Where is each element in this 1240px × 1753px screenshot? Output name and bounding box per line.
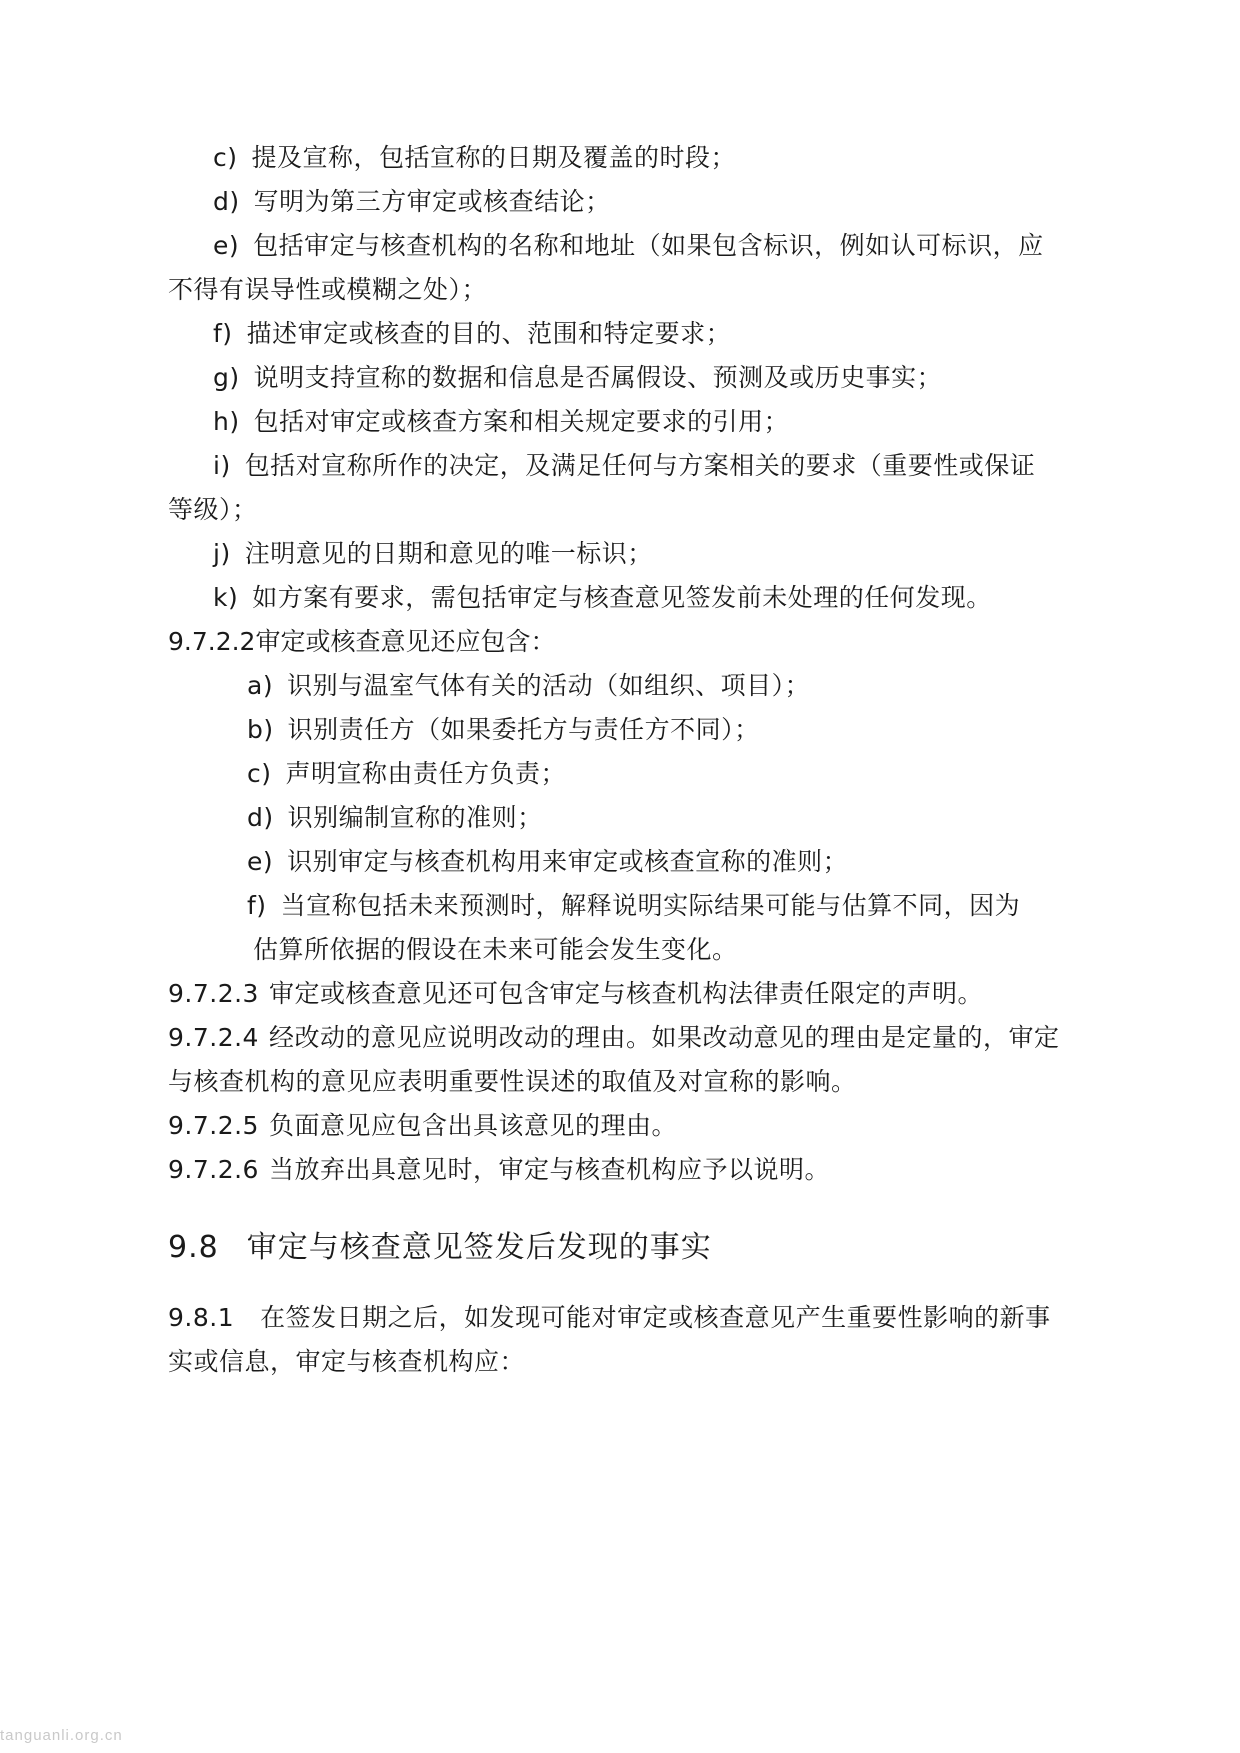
clause-number: 9.7.2.4 (168, 1023, 259, 1052)
list-item-text: 提及宣称，包括宣称的日期及覆盖的时段； (251, 143, 737, 172)
clause-text: 在签发日期之后，如发现可能对审定或核查意见产生重要性影响的新事 (260, 1303, 1051, 1332)
clause-text: 审定或核查意见还可包含审定与核查机构法律责任限定的声明。 (268, 979, 983, 1008)
list-item-h (213, 406, 789, 438)
clause-9-7-2-6 (168, 1154, 830, 1186)
list-marker: b) (247, 715, 274, 744)
list2-item-a (247, 670, 810, 702)
section-number: 9.8 (168, 1230, 219, 1265)
list-item-c (213, 142, 736, 174)
clause-9-8-1-continuation (168, 1346, 525, 1378)
section-title: 审定与核查意见签发后发现的事实 (246, 1230, 712, 1265)
clause-text: 当放弃出具意见时，审定与核查机构应予以说明。 (268, 1155, 830, 1184)
list-item-k (213, 582, 992, 614)
clause-text: 审定或核查意见还应包含： (255, 627, 556, 656)
list-item-i-continuation (168, 494, 258, 526)
list-marker: g) (213, 363, 240, 392)
list-item-text: 写明为第三方审定或核查结论； (253, 187, 611, 216)
clause-number: 9.8.1 (168, 1303, 235, 1332)
list-item-text: 当宣称包括未来预测时，解释说明实际结果可能与估算不同，因为 (280, 891, 1021, 920)
list-item-e-continuation (168, 274, 487, 306)
list-marker: e) (213, 231, 240, 260)
list-marker: c) (247, 759, 272, 788)
list-marker: i) (213, 451, 231, 480)
watermark: tanguanli.org.cn (0, 1727, 123, 1744)
list-item-g (213, 362, 942, 394)
list-marker: j) (213, 539, 231, 568)
list-marker: f) (213, 319, 233, 348)
list-item-text: 包括审定与核查机构的名称和地址（如果包含标识，例如认可标识，应 (253, 231, 1044, 260)
clause-number: 9.7.2.2 (168, 627, 256, 656)
list-item-text: 包括对宣称所作的决定，及满足任何与方案相关的要求（重要性或保证 (244, 451, 1036, 480)
list-item-text: 识别编制宣称的准则； (287, 803, 543, 832)
clause-9-7-2-4 (168, 1022, 1059, 1054)
list2-item-e (247, 846, 848, 878)
list-marker: c) (213, 143, 238, 172)
clause-number: 9.7.2.6 (168, 1155, 259, 1184)
clause-number: 9.7.2.3 (168, 979, 259, 1008)
list-item-text: 等级）； (168, 495, 258, 524)
list-item-text: 说明支持宣称的数据和信息是否属假设、预测及或历史事实； (253, 363, 943, 392)
clause-text: 与核查机构的意见应表明重要性误述的取值及对宣称的影响。 (168, 1067, 857, 1096)
list-item-text: 识别与温室气体有关的活动（如组织、项目）； (287, 671, 811, 700)
clause-text: 负面意见应包含出具该意见的理由。 (268, 1111, 677, 1140)
list-item-text: 估算所依据的假设在未来可能会发生变化。 (253, 935, 738, 964)
list-item-text: 描述审定或核查的目的、范围和特定要求； (246, 319, 732, 348)
list2-item-f-continuation (253, 934, 738, 966)
list-item-j (213, 538, 653, 570)
list2-item-b (247, 714, 760, 746)
list-marker: d) (213, 187, 240, 216)
section-heading-9-8 (168, 1228, 712, 1268)
list-item-text: 注明意见的日期和意见的唯一标识； (244, 539, 653, 568)
list-item-text: 声明宣称由责任方负责； (285, 759, 567, 788)
list-item-i (213, 450, 1035, 482)
clause-9-7-2-3 (168, 978, 983, 1010)
list-item-text: 识别审定与核查机构用来审定或核查宣称的准则； (287, 847, 849, 876)
list-marker: f) (247, 891, 267, 920)
list2-item-d (247, 802, 543, 834)
clause-9-7-2-2 (168, 626, 555, 658)
list-marker: k) (213, 583, 239, 612)
clause-text: 经改动的意见应说明改动的理由。如果改动意见的理由是定量的，审定 (268, 1023, 1060, 1052)
list-marker: h) (213, 407, 240, 436)
list-item-text: 如方案有要求，需包括审定与核查意见签发前未处理的任何发现。 (252, 583, 992, 612)
list-marker: a) (247, 671, 274, 700)
list-item-d (213, 186, 611, 218)
list-item-e (213, 230, 1044, 262)
list-item-text: 包括对审定或核查方案和相关规定要求的引用； (253, 407, 790, 436)
clause-9-7-2-4-continuation (168, 1066, 857, 1098)
list-item-text: 不得有误导性或模糊之处）； (168, 275, 488, 304)
clause-9-8-1 (168, 1302, 1051, 1334)
list2-item-c (247, 758, 566, 790)
clause-text: 实或信息，审定与核查机构应： (168, 1347, 526, 1376)
list-item-text: 识别责任方（如果委托方与责任方不同）； (287, 715, 760, 744)
list-item-f (213, 318, 731, 350)
clause-9-7-2-5 (168, 1110, 677, 1142)
list2-item-f (247, 890, 1020, 922)
list-marker: e) (247, 847, 274, 876)
clause-number: 9.7.2.5 (168, 1111, 259, 1140)
list-marker: d) (247, 803, 274, 832)
